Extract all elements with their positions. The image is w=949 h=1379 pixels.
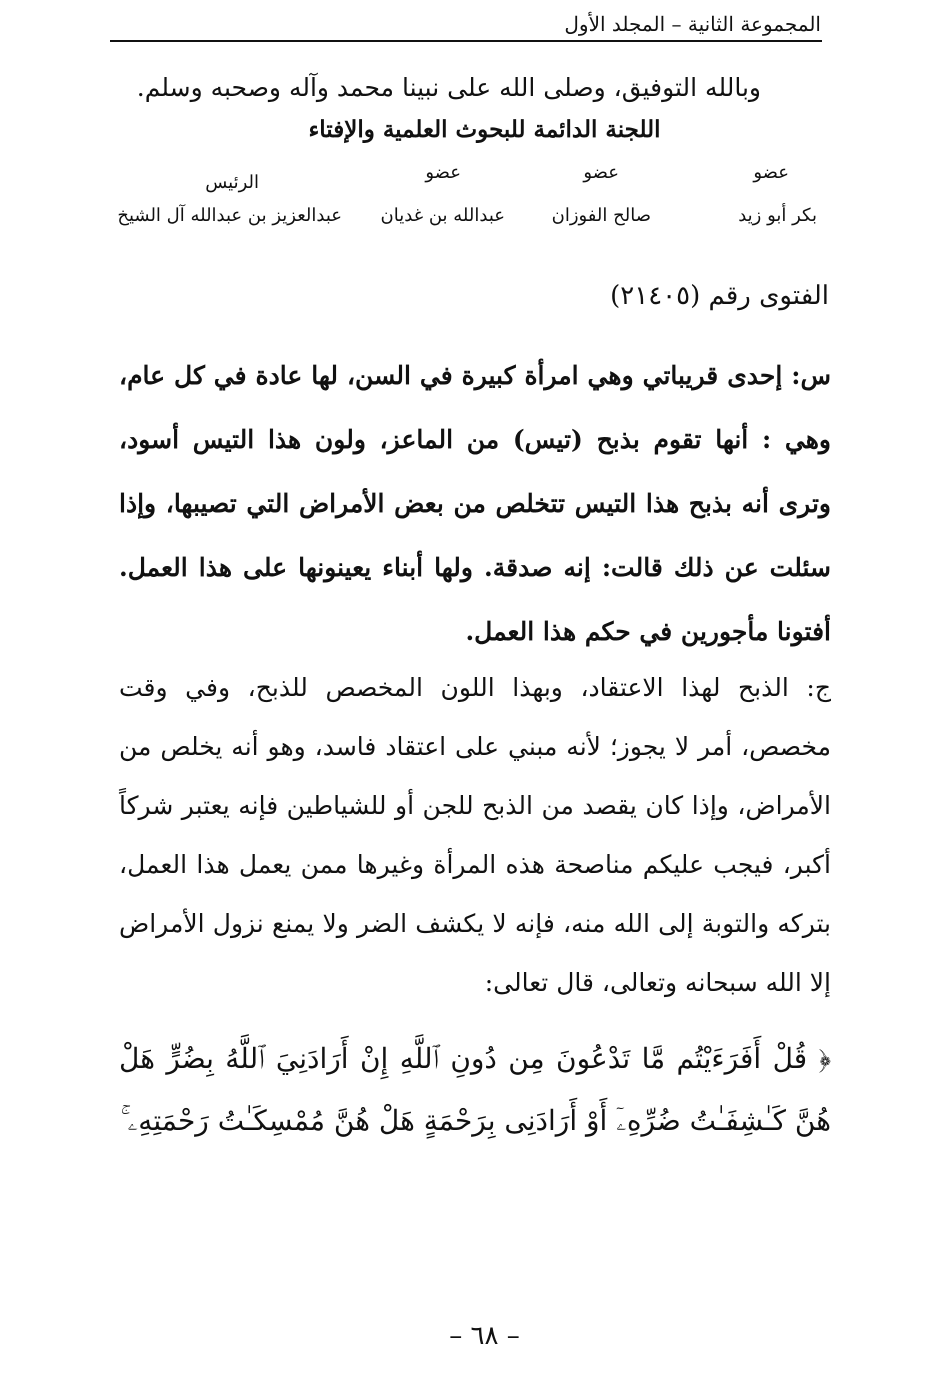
signatory-role: عضو [753, 162, 789, 183]
question-paragraph: س: إحدى قريباتي وهي امرأة كبيرة في السن، لها عادة في كل عام، وهي : أنها تقوم بذبح (تيس) من الماعز، ولون هذا التيس أسود، وترى أنه بذبح هذا التيس تتخلص من بعض الأمراض التي تصيبها، وإذا سئلت عن ذلك قالت: إنه صدقة. ولها أبناء يعينونها على هذا العمل. أفتونا مأجورين في حكم هذا العمل. [119, 361, 831, 646]
signatory-name: بكر أبو زيد [738, 205, 817, 226]
signatory-role: عضو [583, 162, 619, 183]
closing-formula: وبالله التوفيق، وصلى الله على نبينا محمد وآله وصحبه وسلم. [136, 73, 761, 102]
signatory-name: صالح الفوزان [551, 205, 651, 226]
running-header: المجموعة الثانية – المجلد الأول [564, 12, 821, 36]
page-number: – ٦٨ – [449, 1321, 520, 1351]
signatory-name: عبدالعزيز بن عبدالله آل الشيخ [117, 205, 342, 226]
signatory-role: عضو [425, 162, 461, 183]
committee-title: اللجنة الدائمة للبحوث العلمية والإفتاء [308, 116, 661, 143]
quran-verse: ﴿ قُلْ أَفَرَءَيْتُم مَّا تَدْعُونَ مِن دُونِ ٱللَّهِ إِنْ أَرَادَنِيَ ٱللَّهُ بِضُرٍّ هَلْ هُنَّ كَـٰشِفَـٰتُ ضُرِّهِۦٓ أَوْ أَرَادَنِى بِرَحْمَةٍ هَلْ هُنَّ مُمْسِكَـٰتُ رَحْمَتِهِۦ ۚ [119, 1042, 831, 1137]
signatory-role: الرئيس [205, 172, 259, 193]
signatory-name: عبدالله بن غديان [380, 205, 505, 226]
answer-paragraph: ج: الذبح لهذا الاعتقاد، وبهذا اللون المخصص للذبح، وفي وقت مخصص، أمر لا يجوز؛ لأنه مبني على اعتقاد فاسد، وهو أنه يخلص من الأمراض، وإذا كان يقصد من الذبح للجن أو للشياطين فإنه يعتبر شركاً أكبر، فيجب عليكم مناصحة هذه المرأة وغيرها ممن يعمل هذا العمل، بتركه والتوبة إلى الله منه، فإنه لا يكشف الضر ولا يمنع نزول الأمراض إلا الله سبحانه وتعالى، قال تعالى: [119, 673, 831, 997]
header-rule [110, 40, 822, 42]
fatwa-number: الفتوى رقم (٢١٤٠٥) [610, 281, 829, 311]
